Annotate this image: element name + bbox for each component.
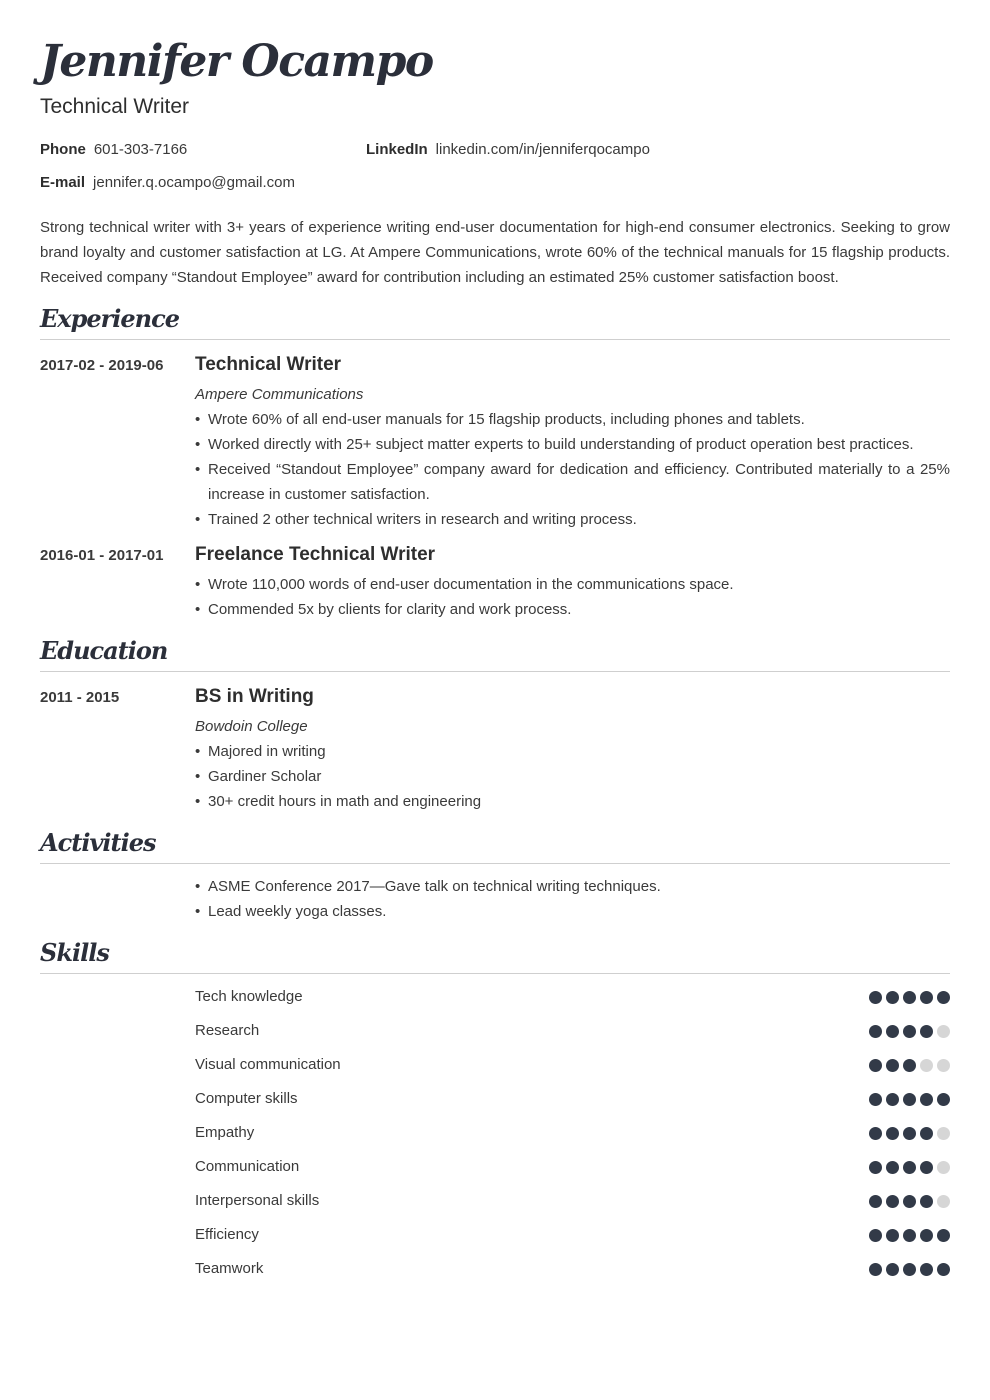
email-link[interactable]: jennifer.q.ocampo@gmail.com xyxy=(93,174,296,191)
list-item: • Wrote 60% of all end-user manuals for 15 flagship products, including phones and tablets. xyxy=(195,407,950,432)
rating-dot-filled xyxy=(920,1025,933,1038)
rating-dot-filled xyxy=(920,1195,933,1208)
skill-row xyxy=(195,984,950,1018)
skills-list xyxy=(195,984,950,1290)
rating-dot-filled xyxy=(886,1025,899,1038)
rating-dot-filled xyxy=(886,1059,899,1072)
linkedin-link[interactable]: linkedin.com/in/jenniferqocampo xyxy=(435,141,650,158)
list-item: • Worked directly with 25+ subject matter experts to build understanding of product operation best practices. xyxy=(195,432,950,457)
rating-dot-filled xyxy=(869,1161,882,1174)
rating-dot-filled xyxy=(869,1127,882,1140)
skill-name: Empathy xyxy=(195,1124,255,1141)
summary-paragraph: Strong technical writer with 3+ years of experience writing end-user documentation for high-end consumer electronics. Seeking to grow brand loyalty and customer satisfaction at LG. At Ampere Communications, wrote 60% of the technical manuals for 15 flagship products. Received company “Standout Employee” award for contribution including an estimated 25% customer satisfaction boost. xyxy=(40,219,950,286)
rating-dot-filled xyxy=(869,1093,882,1106)
rating-dot-filled xyxy=(903,1127,916,1140)
skill-row xyxy=(195,1086,950,1120)
skill-row xyxy=(195,1120,950,1154)
rating-dot-filled xyxy=(903,1263,916,1276)
rating-dot-filled xyxy=(920,1161,933,1174)
list-item: • Wrote 110,000 words of end-user documentation in the communications space. xyxy=(195,572,950,597)
skill-rating xyxy=(865,1161,950,1179)
list-item: • Commended 5x by clients for clarity and work process. xyxy=(195,597,950,622)
skills-divider xyxy=(40,973,950,974)
activities-heading: Activities xyxy=(40,828,156,857)
email-label: E-mail xyxy=(40,174,86,191)
experience-divider xyxy=(40,339,950,340)
job-2-dates: 2016-01 - 2017-01 xyxy=(40,547,164,564)
phone-value: 601-303-7166 xyxy=(93,141,188,158)
activities-divider xyxy=(40,863,950,864)
education-dates: 2011 - 2015 xyxy=(40,689,120,706)
experience-heading: Experience xyxy=(40,304,180,333)
phone-label: Phone xyxy=(40,141,86,158)
skill-row xyxy=(195,1256,950,1290)
candidate-name: Jennifer Ocampo xyxy=(40,36,433,87)
rating-dot-filled xyxy=(903,1161,916,1174)
rating-dot-filled xyxy=(903,1059,916,1072)
linkedin-label: LinkedIn xyxy=(366,141,428,158)
skill-row xyxy=(195,1188,950,1222)
list-item: • Majored in writing xyxy=(195,739,950,764)
list-item: • 30+ credit hours in math and engineering xyxy=(195,789,950,814)
skill-rating xyxy=(865,1093,950,1111)
list-item: • Received “Standout Employee” company award for dedication and efficiency. Contributed materially to a 25% increase in customer satisfaction. xyxy=(195,457,950,507)
rating-dot-filled xyxy=(903,1093,916,1106)
list-item: • ASME Conference 2017—Gave talk on technical writing techniques. xyxy=(195,874,950,899)
contact-linkedin xyxy=(366,141,650,158)
skill-name: Computer skills xyxy=(195,1090,298,1107)
skill-name: Tech knowledge xyxy=(195,988,303,1005)
job-1-company: Ampere Communications xyxy=(195,386,364,403)
rating-dot-filled xyxy=(869,1059,882,1072)
rating-dot-filled xyxy=(920,1263,933,1276)
job-1-bullets xyxy=(195,407,950,532)
rating-dot-filled xyxy=(886,1127,899,1140)
skill-name: Communication xyxy=(195,1158,300,1175)
rating-dot-filled xyxy=(869,1195,882,1208)
rating-dot-filled xyxy=(937,1093,950,1106)
rating-dot-empty xyxy=(937,1161,950,1174)
list-item: • Trained 2 other technical writers in research and writing process. xyxy=(195,507,950,532)
rating-dot-filled xyxy=(903,1229,916,1242)
skill-rating xyxy=(865,1059,950,1077)
rating-dot-filled xyxy=(937,1229,950,1242)
rating-dot-empty xyxy=(937,1195,950,1208)
skill-rating xyxy=(865,1127,950,1145)
rating-dot-filled xyxy=(886,1195,899,1208)
rating-dot-filled xyxy=(869,1229,882,1242)
job-2-title: Freelance Technical Writer xyxy=(195,544,436,565)
rating-dot-filled xyxy=(886,1229,899,1242)
candidate-role: Technical Writer xyxy=(40,95,189,118)
rating-dot-filled xyxy=(903,1025,916,1038)
skill-rating xyxy=(865,1263,950,1281)
job-1-dates: 2017-02 - 2019-06 xyxy=(40,357,164,374)
job-2-bullets xyxy=(195,572,950,622)
skill-name: Research xyxy=(195,1022,260,1039)
skill-name: Visual communication xyxy=(195,1056,341,1073)
rating-dot-empty xyxy=(937,1059,950,1072)
skill-row xyxy=(195,1052,950,1086)
activities-bullets xyxy=(195,874,950,924)
contact-email xyxy=(40,174,295,191)
skill-name: Interpersonal skills xyxy=(195,1192,320,1209)
education-school: Bowdoin College xyxy=(195,718,308,735)
job-1-title: Technical Writer xyxy=(195,354,342,375)
list-item: • Lead weekly yoga classes. xyxy=(195,899,950,924)
rating-dot-filled xyxy=(886,991,899,1004)
rating-dot-filled xyxy=(937,1263,950,1276)
contact-phone xyxy=(40,141,187,158)
rating-dot-filled xyxy=(869,1025,882,1038)
education-heading: Education xyxy=(40,636,168,665)
rating-dot-filled xyxy=(886,1263,899,1276)
rating-dot-empty xyxy=(937,1025,950,1038)
education-degree: BS in Writing xyxy=(195,686,314,707)
skill-rating xyxy=(865,1195,950,1213)
rating-dot-filled xyxy=(903,991,916,1004)
education-bullets xyxy=(195,739,950,814)
rating-dot-filled xyxy=(903,1195,916,1208)
education-divider xyxy=(40,671,950,672)
rating-dot-filled xyxy=(869,1263,882,1276)
skill-row xyxy=(195,1154,950,1188)
skill-rating xyxy=(865,1229,950,1247)
skills-heading: Skills xyxy=(40,938,109,967)
rating-dot-filled xyxy=(920,991,933,1004)
skill-row xyxy=(195,1222,950,1256)
rating-dot-filled xyxy=(886,1161,899,1174)
list-item: • Gardiner Scholar xyxy=(195,764,950,789)
skill-name: Efficiency xyxy=(195,1226,259,1243)
skill-row xyxy=(195,1018,950,1052)
rating-dot-filled xyxy=(920,1229,933,1242)
rating-dot-filled xyxy=(937,991,950,1004)
rating-dot-filled xyxy=(869,991,882,1004)
rating-dot-filled xyxy=(920,1093,933,1106)
rating-dot-filled xyxy=(920,1127,933,1140)
skill-rating xyxy=(865,1025,950,1043)
skill-rating xyxy=(865,991,950,1009)
rating-dot-empty xyxy=(937,1127,950,1140)
rating-dot-filled xyxy=(886,1093,899,1106)
rating-dot-empty xyxy=(920,1059,933,1072)
skill-name: Teamwork xyxy=(195,1260,264,1277)
